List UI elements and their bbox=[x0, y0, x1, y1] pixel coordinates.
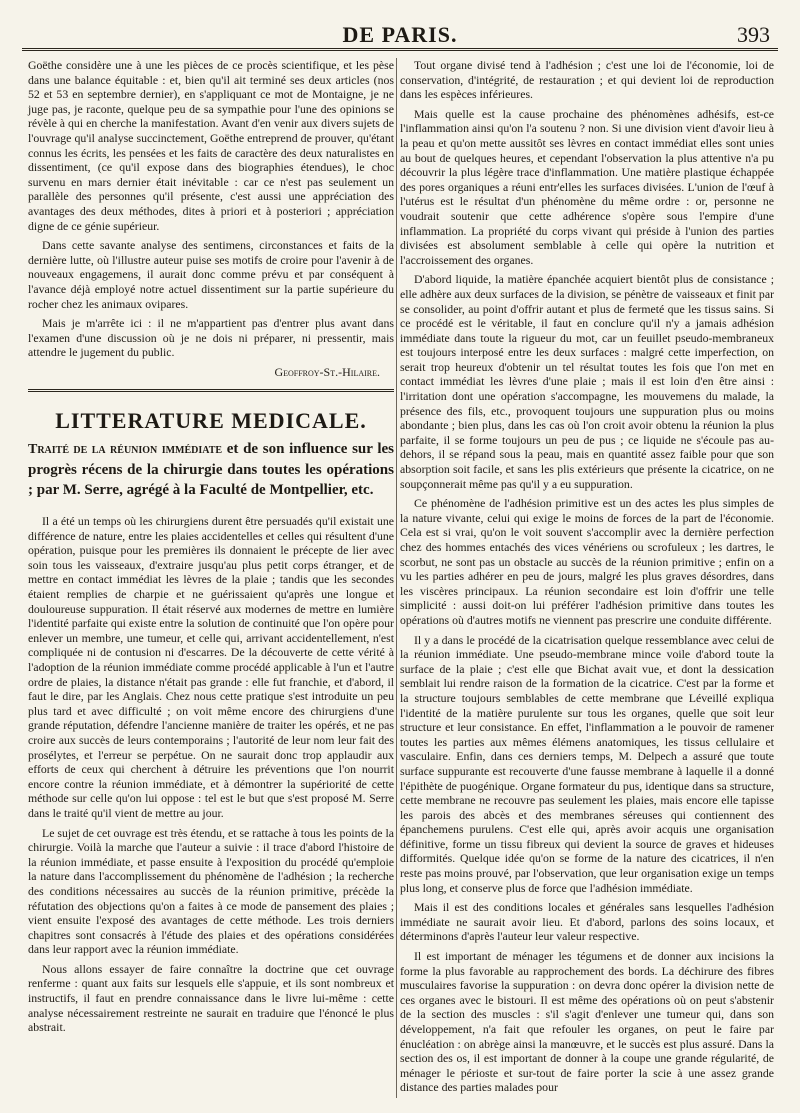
column-divider bbox=[396, 58, 397, 1098]
page-number: 393 bbox=[737, 22, 770, 47]
paragraph: Le sujet de cet ouvrage est très étendu, et se rattache à tous les points de la chirurgie. Voilà la marche que l'auteur a suivie : il trace d'abord l'histoire de la réunion immédiate, et passe ensuite à l'exposition du procédé qu'emploie la nature dans l'accomplissement du phénomène de l'adhésion ; la recherche des conditions nécessaires au succès de la réunion primitive, précède la réfutation des objections qu'on a faites à ce mode de pansement des plaies ; vient ensuite l'exposé des avantages de cette méthode. Les trois derniers chapitres sont consacrés à l'étude des plaies et des opérations considérées dans leur rapport avec la réunion immédiate. bbox=[28, 825, 394, 957]
signature: Geoffroy-St.-Hilaire. bbox=[274, 364, 380, 379]
header-title: DE PARIS. bbox=[342, 22, 458, 47]
section-rule bbox=[28, 389, 394, 392]
paragraph: Il a été un temps où les chirurgiens durent être persuadés qu'il existait une différence de nature, entre les plaies accidentelles et celles qui résultent d'une opération, puisque pour les premières ils donnaient le précepte de lier avec soin tous les vaisseaux, d'extraire jusqu'au plus petit corps étranger, et de mettre en contact immédiat les lèvres de la plaie ; tandis que les secondes étaient remplies de charpie et ne guérissaient qu'après une longue et douloureuse suppuration. Il était réservé aux modernes de mettre en lumière l'identité parfaite qui existe entre la solution de continuité que l'on opère pour enlever un membre, une tumeur, et celle qui, arrivant accidentellement, n'est compliquée ni de contusion ni d'escarres. De la découverte de cette vérité à l'adoption de la réunion immédiate comme procédé applicable à l'un et l'autre ordre de plaies, la distance n'était pas grande : elle fut franchie, et d'abord, il faut le dire, par les Anglais. Chez nous cette pratique s'est introduite un peu plus tard et avec difficulté ; on voit même encore des chirurgiens d'une grande réputation, défendre l'ancienne manière de traiter les opérés, et ne pas croire aux succès de leurs contemporains ; l'autorité de leur nom leur fait des prosélytes, et l'erreur se perpétue. On ne saurait donc trop applaudir aux efforts de ceux qui cherchent à détruire les préventions que l'on nourrit encore contre la réunion immédiate, et à démontrer la supériorité de cette méthode sur celle qu'on lui oppose : tel est le but que s'est proposé M. Serre dans le traité qu'il vient de mettre au jour. bbox=[28, 514, 394, 820]
section-title: LITTERATURE MEDICALE. bbox=[55, 408, 367, 434]
paragraph: Goëthe considère une à une les pièces de ce procès scientifique, et les pèse dans une balance équitable : et, bien qu'il ait terminé ses deux articles (nos 52 et 53 en septembre dernier), en s'appliquant ce mot de Montaigne, je ne juge pas, je raconte, quelque peu de sa sympathie pour l'une des opinions se révèle à qui en cherche la manifestation. Avant d'en venir aux divers sujets de l'ouvrage qu'il analyse succinctement, Goëthe entreprend de prouver, qu'étant connus les écrits, les pensées et les faits de caractère des deux naturalistes en dissentiment, (ce qu'il expose dans des biographies étendues), le choc survenu en mars dernier était inévitable : car ce n'est pas seulement un parallèle des personnes qu'il présente, c'est aussi une appréciation des avantages des deux méthodes, dites à priori et à posteriori ; appréciation digne de ce génie supérieur. bbox=[28, 58, 394, 233]
article-heading-smallcaps: Traité de la réunion immédiate bbox=[28, 442, 223, 458]
paragraph: Mais quelle est la cause prochaine des phénomènes adhésifs, est-ce l'inflammation ainsi qu'on l'a soutenu ? non. Si une division vient d'avoir lieu à la peau et qu'on mette aussitôt ses lèvres en contact immédiat elles sont unies au bout de quelques heures, et cependant l'observation la plus attentive n'a pu découvrir la plus légère trace d'inflammation. Une matière plastique échappée des pores organiques a réuni entr'elles les surfaces divisées. L'union de l'œuf à l'utérus est le résultat d'un phénomène du même ordre : or, personne ne voudrait soutenir que cette adhérence s'opère sous l'empire d'une inflammation. La propriété du corps vivant qui préside à l'union des parties divisées est absolument semblable à celle qui opère la nutrition et l'accroissement des organes. bbox=[400, 106, 774, 267]
paragraph: Il y a dans le procédé de la cicatrisation quelque ressemblance avec celui de la réunion immédiate. Une pseudo-membrane mince voile d'abord toute la surface de la plaie ; c'est elle que Bichat avait vue, et dont la dessication semblait lui rendre raison de la formation de la cicatrice. C'est par la forme et la structure toujours semblables de cette membrane que Léveillé expliqua l'identité de la matière purulente sur tous les organes, quelle que soit leur structure et leur consistance. En effet, l'inflammation a le pouvoir de ramener toutes les parties aux mêmes élémens anatomiques, les tissus cellulaire et vasculaire. Enfin, dans ces derniers temps, M. Delpech a assuré que toute surface suppurante est recouverte d'une fausse membrane à laquelle il a donné l'épithète de puogénique. Organe formateur du pus, identique dans sa structure, cette membrane ne recouvre pas seulement les plaies, mais encore elle tapisse les parois des abcès et des membranes séreuses qui contiennent des épanchemens purulens. C'est elle qui, après avoir acquis une organisation définitive, forme un tissu fibreux qui devient la source de graves et hideuses difformités. Quelque idée qu'on se forme de la nature des cicatrices, il n'en reste pas moins prouvé, par l'observation, que leur organisation exige un temps plus long, et conserve plus de force que l'adhésion immédiate. bbox=[400, 632, 774, 895]
paragraph: Nous allons essayer de faire connaître la doctrine que cet ouvrage renferme : quant aux faits sur lesquels elle s'appuie, et ils sont nombreux et instructifs, il faut en prendre connaissance dans le livre lui-même : cette analyse nécessairement restreinte ne saurait en traduire que l'énoncé le plus abstrait. bbox=[28, 961, 394, 1035]
paragraph: Mais je m'arrête ici : il ne m'appartient pas d'entrer plus avant dans l'examen d'une discussion où je ne dois ni préparer, ni pressentir, mais attendre le jugement du public. bbox=[28, 316, 394, 360]
right-column bbox=[400, 58, 774, 1100]
paragraph: Ce phénomène de l'adhésion primitive est un des actes les plus simples de la nature vivante, celui qui exige le moins de forces de la part de l'économie. Cela est si vrai, qu'on le voit souvent s'accomplir avec la dernière perfection chez des hommes entachés des vices vénériens ou scrofuleux ; les dartres, le scorbut, ne sont pas un obstacle au succès de la réunion primitive ; enfin on a vu les parties adhérer en peu de jours, malgré les plus graves désordres, dans les viscères principaux. La réunion secondaire est loin d'offrir une telle simplicité : aussi doit-on lui préférer l'adhésion primitive dans toutes les opérations où d'autres motifs ne viennent pas prescrire une conduite différente. bbox=[400, 496, 774, 627]
paragraph: Tout organe divisé tend à l'adhésion ; c'est une loi de l'économie, loi de conservation, d'intégrité, de restauration ; et qui devient loi de reproduction dans les espèces inférieures. bbox=[400, 58, 774, 102]
article-heading-rest: et de son influence sur les progrès récens de la chirurgie dans toutes les opérations ; par M. Serre, agrégé à la Faculté de Montpellier, etc. bbox=[28, 441, 394, 499]
paragraph: Il est important de ménager les tégumens et de donner aux incisions la forme la plus favorable au rapprochement des bords. La déchirure des fibres musculaires favorise la suppuration : on devra donc opérer la division nette de ces organes avec le bistouri. Il est même des opérations où on peut s'abstenir de la section des muscles : s'il s'agit d'enlever une tumeur qui, dans son développement, n'a fait que refouler les organes, on peut le faire par énucléation : on abrège ainsi la manœuvre, et le succès est plus assuré. Dans la section des os, il est important de donner à la coupe une grande régularité, de ménager le périoste et sur-tout de faire porter la scie à une assez grande distance des parties malades pour bbox=[400, 949, 774, 1095]
article-heading bbox=[28, 439, 394, 500]
paragraph: D'abord liquide, la matière épanchée acquiert bientôt plus de consistance ; elle adhère aux deux surfaces de la division, se pénètre de vaisseaux et finit par se consolider, au point d'offrir autant et plus de fermeté que les tissus sains. Si ce procédé est le véritable, il faut en conclure qu'il n'y a jamais adhésion immédiate dans toute la rigueur du mot, car un feuillet pseudo-membraneux est toujours interposé entre les deux surfaces : malgré cette imperfection, on serait trop heureux d'obtenir un tel résultat toutes les fois que l'on met en contact immédiat les lèvres d'une plaie ; mais il est loin d'en être ainsi : l'irritation dont une opération s'accompagne, les mouvemens du malade, la présence des fils, etc., provoquent toujours une suppuration plus ou moins abondante ; bien plus, dans les cas où l'on croit avoir obtenu la réunion la plus parfaite, il se forme toujours un peu de pus ; ce liquide ne s'écoule pas au-dehors, il se répand sous la peau, mais en quantité assez faible pour que son absorption soit facile, et sans les plis extérieurs que présente la cicatrice, on ne soupçonnerait même pas qu'il y a eu suppuration. bbox=[400, 272, 774, 491]
page-header bbox=[22, 8, 778, 51]
left-column bbox=[28, 58, 394, 1040]
paragraph: Dans cette savante analyse des sentimens, circonstances et faits de la dernière lutte, où l'illustre auteur puise ses motifs de croire pour l'avenir à de nouveaux engagemens, il aurait donc comme prévu et par conséquent à l'avance déjà employé notre actuel dissentiment sur la partie supérieure du rocher chez les animaux ovipares. bbox=[28, 238, 394, 311]
paragraph: Mais il est des conditions locales et générales sans lesquelles l'adhésion immédiate ne saurait avoir lieu. Et d'abord, parlons des soins locaux, et déterminons d'après l'auteur leur valeur respective. bbox=[400, 900, 774, 944]
